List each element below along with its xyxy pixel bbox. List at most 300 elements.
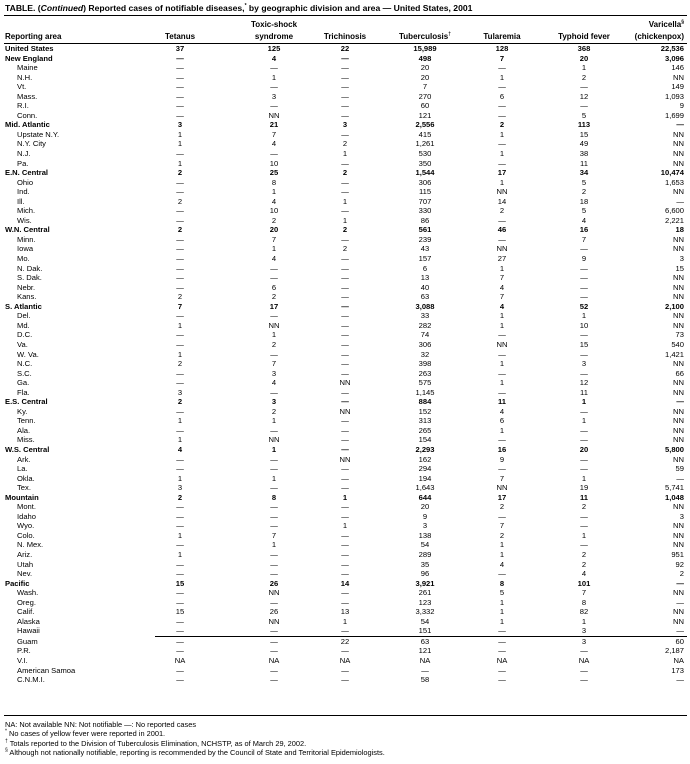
row-area-label: Vt.	[17, 82, 27, 92]
table-row	[0, 225, 690, 235]
row-value-cell: —	[176, 234, 184, 244]
table-row	[0, 254, 690, 264]
row-value-cell: 115	[418, 187, 432, 197]
row-value-cell: 3,332	[415, 607, 435, 617]
row-value-cell: —	[341, 549, 349, 559]
row-value-cell: —	[270, 521, 278, 531]
row-value-cell: 2,187	[664, 646, 684, 656]
row-value-cell: —	[341, 665, 349, 675]
row-value-cell: 101	[577, 578, 591, 588]
row-value-cell: 294	[418, 464, 432, 474]
row-value-cell: 22,536	[660, 44, 684, 53]
row-value-cell: 2	[177, 359, 183, 369]
row-value-cell: NA	[578, 656, 590, 665]
row-value-cell: —	[176, 675, 184, 685]
row-value-cell: 6,600	[664, 206, 684, 216]
row-value-cell: —	[176, 187, 184, 197]
row-value-cell: 20	[579, 444, 589, 454]
row-value-cell: 128	[495, 44, 509, 53]
row-value-cell: —	[580, 406, 588, 416]
table-row	[0, 350, 690, 360]
row-value-cell: 1	[499, 129, 505, 139]
row-value-cell: 7	[271, 129, 277, 139]
row-area-label: S. Dak.	[17, 273, 42, 283]
row-value-cell: 26	[269, 578, 279, 588]
row-value-cell: —	[341, 158, 349, 168]
row-value-cell: —	[676, 120, 684, 130]
row-value-cell: NN	[673, 521, 684, 531]
row-area-label: S. Atlantic	[5, 301, 42, 311]
row-value-cell: —	[270, 675, 278, 685]
table-row	[0, 397, 690, 407]
row-value-cell: —	[176, 540, 184, 550]
row-value-cell: NA	[174, 656, 186, 665]
table-row	[0, 626, 690, 636]
table-row	[0, 311, 690, 321]
row-value-cell: 66	[675, 368, 684, 378]
table-row	[0, 54, 690, 64]
row-value-cell: NN	[673, 588, 684, 598]
row-value-cell: —	[580, 282, 588, 292]
row-value-cell: 2	[177, 196, 183, 206]
row-value-cell: 9	[499, 454, 505, 464]
row-value-cell: 1,653	[664, 177, 684, 187]
row-value-cell: 1	[499, 149, 505, 159]
row-value-cell: 3	[271, 91, 277, 101]
row-value-cell: NN	[339, 378, 351, 388]
row-value-cell: 7	[271, 530, 277, 540]
table-row	[0, 646, 690, 656]
row-area-label: Pacific	[5, 578, 30, 588]
row-area-label: Alaska	[17, 616, 40, 626]
row-value-cell: —	[341, 301, 349, 311]
row-value-cell: 3	[679, 511, 684, 521]
row-value-cell: NN	[673, 292, 684, 302]
table-row	[0, 474, 690, 484]
row-area-label: New England	[5, 53, 53, 63]
row-value-cell: —	[341, 483, 349, 493]
row-value-cell: —	[341, 311, 349, 321]
row-value-cell: 1	[271, 330, 277, 340]
row-value-cell: —	[176, 665, 184, 675]
row-area-label: American Samoa	[17, 665, 76, 675]
row-value-cell: —	[270, 665, 278, 675]
row-value-cell: —	[341, 206, 349, 216]
row-value-cell: —	[176, 206, 184, 216]
row-value-cell: —	[270, 569, 278, 579]
table-row	[0, 531, 690, 541]
row-value-cell: NN	[673, 129, 684, 139]
row-value-cell: —	[270, 549, 278, 559]
row-value-cell: NN	[673, 149, 684, 159]
row-value-cell: 306	[418, 177, 432, 187]
row-value-cell: 3	[177, 387, 183, 397]
row-value-cell: NN	[673, 139, 684, 149]
row-value-cell: —	[270, 559, 278, 569]
row-value-cell: 1	[499, 378, 505, 388]
table-row	[0, 330, 690, 340]
table-row	[0, 666, 690, 676]
row-value-cell: —	[176, 502, 184, 512]
row-value-cell: —	[176, 330, 184, 340]
row-value-cell: 1	[499, 72, 505, 82]
row-value-cell: 17	[497, 492, 507, 502]
row-value-cell: NA	[496, 656, 508, 665]
row-value-cell: 2	[342, 139, 348, 149]
row-value-cell: 3	[422, 521, 428, 531]
row-value-cell: 20	[420, 63, 430, 73]
row-value-cell: 1	[499, 549, 505, 559]
row-value-cell: 2	[499, 502, 505, 512]
row-value-cell: 60	[420, 101, 430, 111]
row-area-label: Pa.	[17, 158, 29, 168]
row-value-cell: 7	[177, 301, 183, 311]
row-area-label: Oreg.	[17, 597, 36, 607]
row-value-cell: 2	[271, 339, 277, 349]
row-value-cell: 2	[581, 72, 587, 82]
table-row	[0, 607, 690, 617]
table-row	[0, 521, 690, 531]
row-value-cell: 1	[271, 444, 277, 454]
row-value-cell: —	[580, 425, 588, 435]
row-value-cell: —	[341, 234, 349, 244]
col-header-toxic-bottom: syndrome	[254, 32, 294, 41]
table-row	[0, 388, 690, 398]
row-value-cell: —	[498, 569, 506, 579]
row-value-cell: NN	[673, 387, 684, 397]
row-value-cell: 1,093	[664, 91, 684, 101]
row-value-cell: 265	[418, 425, 432, 435]
row-value-cell: 138	[418, 530, 432, 540]
row-value-cell: 73	[675, 330, 684, 340]
row-value-cell: 4	[581, 215, 587, 225]
row-value-cell: 58	[420, 675, 430, 685]
table-row	[0, 178, 690, 188]
row-value-cell: 16	[579, 225, 589, 235]
table-row	[0, 206, 690, 216]
row-value-cell: 2	[177, 397, 183, 407]
row-value-cell: 1	[342, 521, 348, 531]
row-value-cell: —	[176, 311, 184, 321]
table-row	[0, 483, 690, 493]
row-value-cell: —	[341, 359, 349, 369]
row-value-cell: —	[341, 330, 349, 340]
table-row	[0, 302, 690, 312]
table-row	[0, 675, 690, 685]
row-value-cell: 10,474	[660, 168, 684, 178]
row-value-cell: 5	[581, 110, 587, 120]
row-value-cell: —	[176, 559, 184, 569]
row-value-cell: —	[341, 675, 349, 685]
row-value-cell: —	[341, 473, 349, 483]
row-value-cell: 2	[177, 492, 183, 502]
row-area-label: N.C.	[17, 359, 33, 369]
row-area-label: Mid. Atlantic	[5, 120, 50, 130]
row-value-cell: 306	[418, 339, 432, 349]
row-value-cell: 1	[177, 320, 183, 330]
row-value-cell: —	[580, 646, 588, 656]
row-value-cell: 54	[420, 616, 430, 626]
table-row	[0, 216, 690, 226]
row-value-cell: —	[341, 530, 349, 540]
row-value-cell: 34	[579, 168, 589, 178]
row-value-cell: —	[176, 636, 184, 646]
row-value-cell: —	[341, 626, 349, 636]
row-area-label: N.Y. City	[17, 139, 46, 149]
row-value-cell: 18	[579, 196, 589, 206]
row-value-cell: —	[176, 254, 184, 264]
row-area-label: Va.	[17, 339, 28, 349]
table-row	[0, 92, 690, 102]
row-value-cell: —	[176, 464, 184, 474]
row-value-cell: 7	[271, 234, 277, 244]
row-value-cell: 19	[579, 483, 589, 493]
table-body	[0, 44, 690, 685]
row-value-cell: —	[176, 101, 184, 111]
row-value-cell: 1	[177, 549, 183, 559]
row-value-cell: 289	[418, 549, 432, 559]
row-value-cell: 194	[418, 473, 432, 483]
row-value-cell: 1	[581, 616, 587, 626]
row-value-cell: 12	[579, 378, 589, 388]
table-row	[0, 340, 690, 350]
row-value-cell: 63	[420, 636, 430, 646]
row-value-cell: —	[270, 101, 278, 111]
row-area-label: Guam	[17, 636, 38, 646]
row-value-cell: 20	[420, 502, 430, 512]
row-value-cell: —	[498, 646, 506, 656]
table-row	[0, 359, 690, 369]
row-value-cell: NN	[673, 320, 684, 330]
row-value-cell: —	[580, 435, 588, 445]
row-area-label: N.J.	[17, 149, 31, 159]
title-italic: Continued	[40, 3, 84, 13]
row-value-cell: —	[498, 82, 506, 92]
row-value-cell: 330	[418, 206, 432, 216]
row-value-cell: 1	[499, 607, 505, 617]
row-value-cell: 350	[418, 158, 432, 168]
table-row	[0, 426, 690, 436]
row-value-cell: —	[176, 72, 184, 82]
row-value-cell: 15,989	[413, 44, 437, 53]
row-value-cell: 530	[418, 149, 432, 159]
row-area-label: C.N.M.I.	[17, 675, 45, 685]
row-value-cell: 7	[271, 359, 277, 369]
row-value-cell: NN	[673, 72, 684, 82]
row-value-cell: —	[341, 646, 349, 656]
row-value-cell: 149	[671, 82, 684, 92]
row-area-label: Wash.	[17, 588, 39, 598]
footnote-2: † Totals reported to the Division of Tuberculosis Elimination, NCHSTP, as of March 29, 2002.	[5, 738, 307, 748]
table-row	[0, 82, 690, 92]
header-row-1	[0, 20, 690, 32]
row-area-label: Ohio	[17, 177, 34, 187]
table-row	[0, 63, 690, 73]
row-value-cell: 4	[581, 569, 587, 579]
row-value-cell: 3	[581, 626, 587, 636]
row-value-cell: —	[176, 368, 184, 378]
row-value-cell: —	[341, 82, 349, 92]
row-value-cell: —	[341, 597, 349, 607]
table-row	[0, 264, 690, 274]
row-area-label: Kans.	[17, 292, 37, 302]
row-value-cell: 1	[271, 416, 277, 426]
row-value-cell: —	[341, 464, 349, 474]
row-area-label: Miss.	[17, 435, 35, 445]
row-value-cell: —	[580, 273, 588, 283]
row-value-cell: 4	[499, 282, 505, 292]
row-value-cell: 1	[499, 425, 505, 435]
row-value-cell: —	[270, 349, 278, 359]
rule-top	[4, 15, 687, 16]
row-value-cell: —	[421, 665, 429, 675]
row-value-cell: —	[176, 646, 184, 656]
row-value-cell: —	[580, 330, 588, 340]
row-value-cell: 239	[418, 234, 432, 244]
row-value-cell: 13	[340, 607, 350, 617]
row-value-cell: —	[498, 435, 506, 445]
row-value-cell: 1	[581, 63, 587, 73]
row-value-cell: NA	[673, 656, 684, 665]
row-area-label: Nev.	[17, 569, 33, 579]
row-value-cell: 1	[499, 263, 505, 273]
row-area-label: Upstate N.Y.	[17, 129, 60, 139]
row-value-cell: —	[498, 215, 506, 225]
row-value-cell: —	[341, 540, 349, 550]
row-value-cell: —	[176, 521, 184, 531]
row-area-label: W.N. Central	[5, 225, 50, 235]
row-value-cell: NN	[673, 378, 684, 388]
row-value-cell: NN	[673, 435, 684, 445]
row-value-cell: —	[270, 273, 278, 283]
col-header-toxic-top: Toxic-shock	[250, 20, 298, 29]
row-value-cell: —	[676, 473, 684, 483]
row-value-cell: 3,921	[415, 578, 435, 588]
row-area-label: Tenn.	[17, 416, 36, 426]
row-value-cell: 14	[340, 578, 350, 588]
table-row	[0, 159, 690, 169]
row-value-cell: —	[270, 425, 278, 435]
row-value-cell: 2,221	[664, 215, 684, 225]
row-value-cell: 1	[499, 359, 505, 369]
row-value-cell: 1	[177, 435, 183, 445]
row-value-cell: 10	[269, 206, 279, 216]
row-value-cell: 2	[271, 292, 277, 302]
row-value-cell: —	[270, 646, 278, 656]
row-value-cell: 3	[679, 254, 684, 264]
row-value-cell: 1,643	[415, 483, 435, 493]
row-value-cell: 7	[499, 292, 505, 302]
row-value-cell: 1	[342, 196, 348, 206]
row-value-cell: —	[341, 254, 349, 264]
row-value-cell: —	[676, 597, 684, 607]
row-value-cell: 2	[271, 406, 277, 416]
row-value-cell: 3	[581, 359, 587, 369]
row-value-cell: 2	[177, 292, 183, 302]
row-value-cell: 261	[418, 588, 432, 598]
row-value-cell: —	[341, 444, 349, 454]
row-value-cell: —	[341, 72, 349, 82]
row-value-cell: 6	[422, 263, 428, 273]
row-value-cell: 1,261	[415, 139, 435, 149]
row-value-cell: —	[498, 63, 506, 73]
row-value-cell: NA	[268, 656, 280, 665]
table-row	[0, 455, 690, 465]
table-row	[0, 44, 690, 54]
row-value-cell: 7	[499, 521, 505, 531]
row-value-cell: —	[176, 378, 184, 388]
row-value-cell: 125	[267, 44, 281, 53]
row-value-cell: —	[176, 597, 184, 607]
row-value-cell: 15	[579, 129, 589, 139]
col-header-trichinosis: Trichinosis	[323, 32, 367, 41]
row-value-cell: 1	[177, 129, 183, 139]
row-value-cell: 82	[579, 607, 589, 617]
row-value-cell: —	[270, 311, 278, 321]
row-value-cell: —	[341, 559, 349, 569]
row-value-cell: —	[580, 82, 588, 92]
row-area-label: Conn.	[17, 110, 38, 120]
row-value-cell: —	[498, 330, 506, 340]
row-value-cell: 8	[271, 177, 277, 187]
row-value-cell: —	[580, 675, 588, 685]
row-area-label: Ky.	[17, 406, 28, 416]
row-value-cell: —	[176, 454, 184, 464]
row-area-label: Nebr.	[17, 282, 36, 292]
row-value-cell: 15	[175, 578, 185, 588]
row-value-cell: —	[676, 626, 684, 636]
row-value-cell: 33	[420, 311, 430, 321]
row-value-cell: 2	[499, 120, 505, 130]
row-value-cell: 4	[271, 196, 277, 206]
row-area-label: R.I.	[17, 101, 29, 111]
row-value-cell: 1	[177, 158, 183, 168]
row-value-cell: NN	[268, 435, 280, 445]
row-value-cell: 1	[499, 616, 505, 626]
row-area-label: United States	[5, 44, 54, 53]
row-value-cell: NN	[673, 607, 684, 617]
row-area-label: W.S. Central	[5, 444, 50, 454]
row-value-cell: 7	[499, 53, 505, 63]
table-row	[0, 292, 690, 302]
row-value-cell: —	[498, 101, 506, 111]
row-value-cell: 113	[577, 120, 591, 130]
row-value-cell: —	[498, 158, 506, 168]
row-value-cell: 6	[499, 91, 505, 101]
row-value-cell: NN	[673, 425, 684, 435]
row-value-cell: 4	[271, 254, 277, 264]
row-value-cell: 1	[499, 177, 505, 187]
row-value-cell: —	[176, 110, 184, 120]
row-value-cell: 1	[177, 416, 183, 426]
row-value-cell: —	[176, 273, 184, 283]
footnote-3: § Although not nationally notifiable, reporting is recommended by the Council of State and Territorial Epidemiologists.	[5, 747, 385, 758]
col-header-tularemia: Tularemia	[483, 32, 521, 41]
row-value-cell: 11	[580, 387, 588, 397]
table-row	[0, 550, 690, 560]
table-row	[0, 73, 690, 83]
row-value-cell: 1	[499, 311, 505, 321]
row-value-cell: 1	[177, 139, 183, 149]
row-value-cell: 152	[418, 406, 432, 416]
table-row	[0, 149, 690, 159]
row-value-cell: 2	[177, 225, 183, 235]
row-value-cell: —	[580, 244, 588, 254]
rule-bottom	[4, 715, 687, 716]
row-value-cell: 1	[271, 473, 277, 483]
row-value-cell: NN	[268, 110, 280, 120]
row-value-cell: 1,048	[664, 492, 684, 502]
